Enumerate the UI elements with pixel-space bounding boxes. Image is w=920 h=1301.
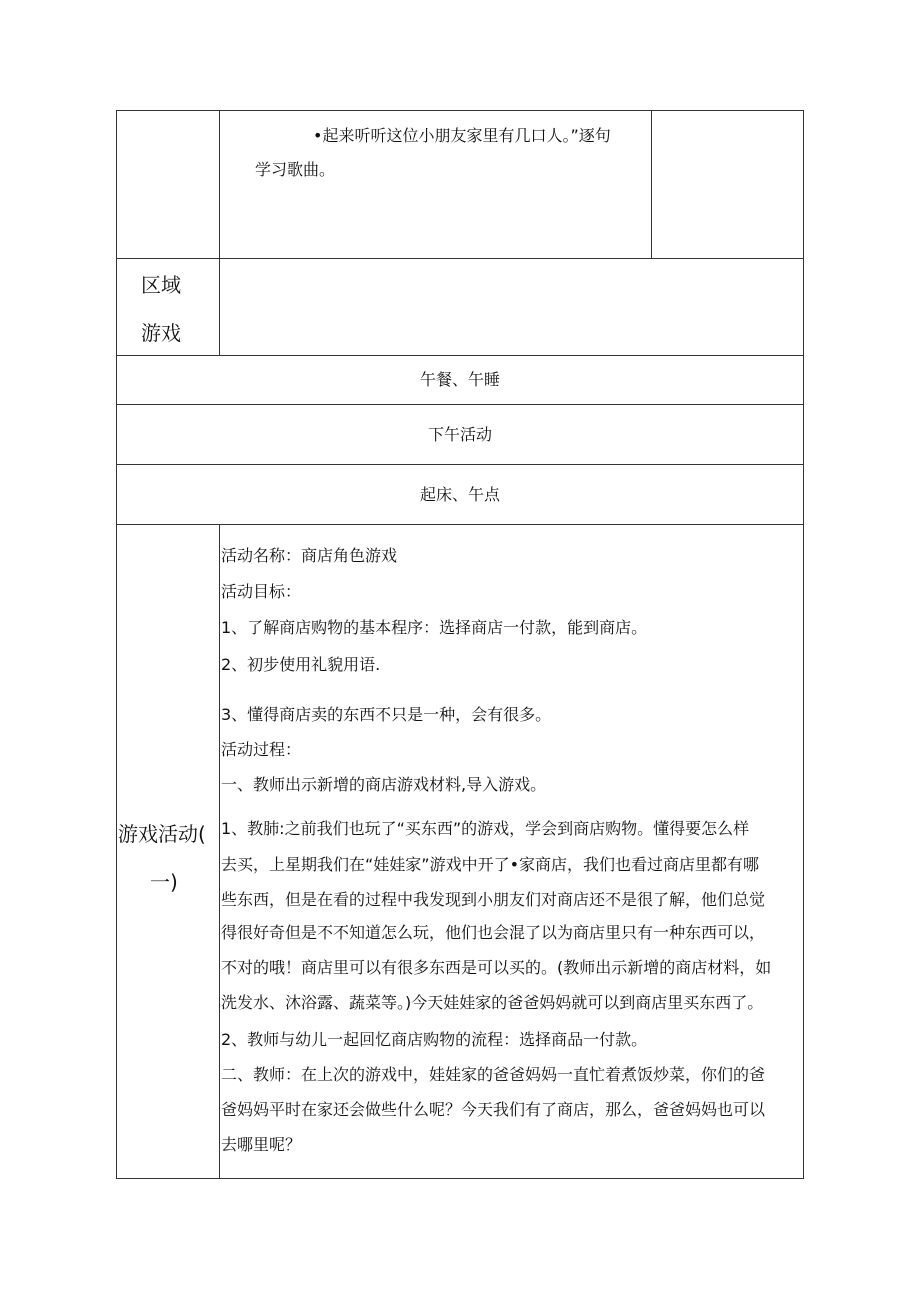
process-line: 爸妈妈平时在家还会做些什么呢？今天我们有了商店，那么，爸爸妈妈也可以 (221, 1100, 766, 1119)
table-border (651, 110, 652, 258)
process-line: 2、教师与幼儿一起回忆商店购物的流程：选择商品一付款。 (221, 1030, 648, 1049)
process-line: 二、教师：在上次的游戏中，娃娃家的爸爸妈妈一直忙着煮饭炒菜，你们的爸 (221, 1065, 766, 1084)
process-line: 一、教师出示新增的商店游戏材料,导入游戏。 (221, 775, 547, 794)
cell-text-line: •起来听听这位小朋友家里有几口人。”逐句 (313, 126, 611, 145)
table-border (219, 110, 220, 355)
table-border (116, 1178, 804, 1179)
process-line: 得很好奇但是不不知道怎么玩，他们也会混了以为商店里只有一种东西可以， (221, 923, 766, 942)
process-line: 1、教肺:之前我们也玩了“买东西”的游戏，学会到商店购物。懂得要怎么样 (221, 819, 750, 838)
row-label-line: 游戏活动( (118, 822, 206, 846)
section-heading: 活动目标： (221, 582, 302, 601)
process-line: 洗发水、沐浴露、蔬菜等。)今天娃娃家的爸爸妈妈就可以到商店里买东西了。 (221, 993, 764, 1012)
table-border (219, 524, 220, 1178)
table-border (116, 355, 804, 356)
row-afternoon-activity: 下午活动 (427, 425, 492, 444)
cell-text-line: 学习歌曲。 (255, 160, 336, 179)
row-label-line: 一) (150, 870, 178, 894)
row-lunch-nap: 午餐、午睡 (419, 370, 500, 389)
process-line: 去买，上星期我们在“娃娃家”游戏中开了•家商店，我们也看过商店里都有哪 (221, 855, 760, 874)
row-label-line: 游戏 (141, 321, 181, 345)
goal-item: 1、了解商店购物的基本程序：选择商店一付款，能到商店。 (221, 618, 648, 637)
row-wakeup-snack: 起床、午点 (419, 485, 500, 504)
process-line: 不对的哦！商店里可以有很多东西是可以买的。(教师出示新增的商店材料，如 (221, 958, 772, 977)
activity-name: 活动名称：商店角色游戏 (221, 546, 398, 565)
table-border (803, 110, 804, 1179)
process-line: 去哪里呢？ (221, 1135, 302, 1154)
row-label-line: 区域 (141, 273, 181, 297)
table-border (116, 110, 117, 1179)
goal-item: 2、初步使用礼貌用语. (221, 655, 381, 674)
goal-item: 3、懂得商店卖的东西不只是一种，会有很多。 (221, 705, 552, 724)
table-border (116, 404, 804, 405)
table-border (116, 464, 804, 465)
section-heading: 活动过程： (221, 740, 302, 759)
process-line: 些东西，但是在看的过程中我发现到小朋友们对商店还不是很了解，他们总觉 (221, 890, 766, 909)
